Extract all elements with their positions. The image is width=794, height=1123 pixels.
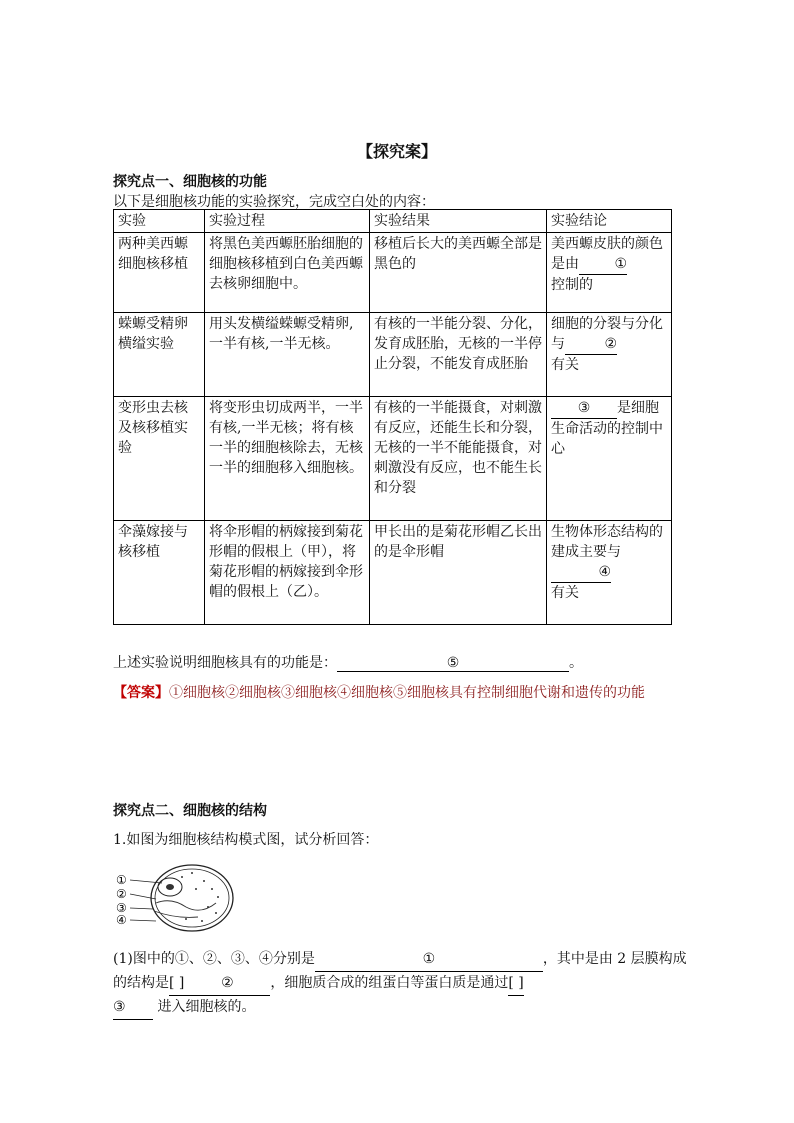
conclusion-text: 生物体形态结构的建成主要与 (551, 524, 663, 560)
conclusion-text: 有关 (551, 357, 579, 373)
answer-blank-1[interactable]: ① (579, 254, 627, 275)
answer-blank-4[interactable]: ④ (551, 562, 611, 583)
table-row (114, 521, 672, 625)
question-text: ，细胞质合成的组蛋白等蛋白质是通过 (270, 975, 509, 991)
conclusion-text: 美西螈皮肤的颜色是由 (551, 236, 663, 272)
diagram-label: ② (116, 887, 127, 901)
process-cell: 将伞形帽的柄嫁接到菊花形帽的假根上（甲），将菊花形帽的柄嫁接到伞形帽的假根上（乙）。 (205, 521, 370, 625)
table-header: 实验 (114, 210, 205, 233)
bracket-blank-1[interactable]: [ ] (169, 972, 184, 996)
answer-blank-2[interactable]: ② (565, 334, 617, 355)
nuclear-envelope-outer (151, 865, 233, 931)
part2-question: 1.如图为细胞核结构模式图，试分析回答： (113, 832, 379, 848)
question-text: ，其中是由 2 层膜构成的结构是 (113, 951, 687, 991)
conclusion-text: 是细胞生命活动的控制中心 (551, 400, 663, 457)
conclusion-cell (547, 521, 672, 625)
process-cell: 将变形虫切成两半，一半有核,一半无核；将有核一半的细胞核除去，无核一半的细胞移入细胞核。 (205, 397, 370, 521)
conclusion-text: 有关 (551, 585, 579, 601)
answer-blank-q1-2[interactable]: ② (184, 972, 270, 996)
diagram-label: ③ (116, 901, 127, 915)
conclusion-text: 控制的 (551, 277, 593, 293)
question-text: (1)图中的①、②、③、④分别是 (113, 951, 315, 967)
answer-tag: 【答案】 (113, 685, 169, 701)
question-1 (113, 948, 688, 1020)
answer-blank-q1-3[interactable]: ③ (113, 996, 153, 1020)
answer-block (113, 680, 683, 707)
table-row (114, 233, 672, 313)
conclusion-text: 细胞的分裂与分化与 (551, 316, 663, 352)
conclusion-cell (547, 397, 672, 521)
result-cell: 有核的一半能分裂、分化，发育成胚胎，无核的一半停止分裂，不能发育成胚胎 (370, 313, 547, 397)
answer-blank-5[interactable]: ⑤ (337, 655, 569, 672)
table-row (114, 397, 672, 521)
result-cell: 有核的一半能摄食，对刺激有反应，还能生长和分裂，无核的一半不能能摄食，对刺激没有反应，也不能生长和分裂 (370, 397, 547, 521)
experiment-cell: 蝾螈受精卵横缢实验 (114, 313, 205, 397)
chromatin-strand (154, 911, 198, 917)
diagram-label: ① (116, 873, 127, 887)
chromatin-strand (156, 901, 216, 910)
experiment-table (113, 209, 672, 625)
section-title: 【探究案】 (356, 142, 437, 161)
process-cell: 将黑色美西螈胚胎细胞的细胞核移植到白色美西螈去核卵细胞中。 (205, 233, 370, 313)
experiment-cell: 两种美西螈细胞核移植 (114, 233, 205, 313)
result-cell: 移植后长大的美西螈全部是黑色的 (370, 233, 547, 313)
part2-heading: 探究点二、细胞核的结构 (113, 803, 267, 819)
summary-end: 。 (569, 655, 583, 671)
table-header-row (114, 210, 672, 233)
answer-blank-3[interactable]: ③ (551, 398, 617, 419)
part1-intro: 以下是细胞核功能的实验探究，完成空白处的内容： (113, 194, 435, 210)
summary-line (113, 652, 583, 672)
table-header: 实验结论 (547, 210, 672, 233)
answer-blank-q1-1[interactable]: ① (315, 948, 543, 972)
table-row (114, 313, 672, 397)
answer-text: ①细胞核②细胞核③细胞核④细胞核⑤细胞核具有控制细胞代谢和遗传的功能 (169, 685, 645, 701)
nucleolus-core (166, 884, 174, 890)
conclusion-cell (547, 313, 672, 397)
part1-heading: 探究点一、细胞核的功能 (113, 174, 267, 190)
experiment-cell: 变形虫去核及核移植实验 (114, 397, 205, 521)
table-header: 实验结果 (370, 210, 547, 233)
nucleus-diagram (116, 863, 236, 933)
summary-text: 上述实验说明细胞核具有的功能是： (113, 655, 337, 671)
process-cell: 用头发横缢蝾螈受精卵,一半有核,一半无核。 (205, 313, 370, 397)
diagram-label: ④ (116, 913, 127, 927)
table-header: 实验过程 (205, 210, 370, 233)
conclusion-cell (547, 233, 672, 313)
nucleus-drawing (130, 865, 233, 931)
result-cell: 甲长出的是菊花形帽乙长出的是伞形帽 (370, 521, 547, 625)
question-text: 进入细胞核的。 (157, 999, 256, 1015)
nuclear-envelope-inner (155, 869, 229, 927)
bracket-blank-2[interactable]: [ ] (508, 972, 523, 996)
experiment-cell: 伞藻嫁接与核移植 (114, 521, 205, 625)
